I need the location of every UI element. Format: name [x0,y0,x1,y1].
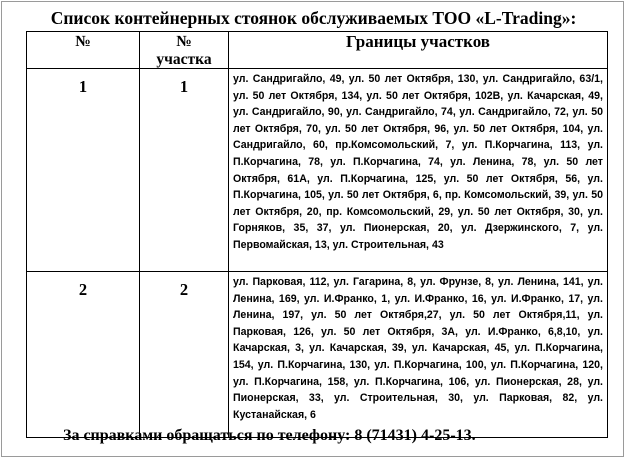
row-area-boundaries: ул. Сандригайло, 49, ул. 50 лет Октября, 130, ул. Сандригайло, 63/1, ул. 50 лет Октября, 134, ул. 50 лет Октября, 102В, ул. Качарская, 49, ул. Сандригайло, 90, ул. Сандригайло, 74, ул. Сандригайло, 72, ул. 50 лет Октября, 70, ул. 50 лет Октября, 96, ул. 50 лет Октября, 104, ул. Сандригайло, 60, пр.Комсомольский, 7, ул. П.Корчагина, 113, ул. П.Корчагина, 78, ул. П.Корчагина, 74, ул. Ленина, 78, ул. 50 лет Октября, 61А, ул. П.Корчагина, 125, ул. 50 лет Октября, 56, ул. П.Корчагина, 105, ул. 50 лет Октября, 6, пр. Комсомольский, 39, ул. 50 лет Октября, 20, пр. Комсомольский, 29, ул. 50 лет Октября, 30, ул. Горняков, 35, 37, ул. Пионерская, 20, ул. Дзержинского, 7, ул. Первомайская, 13, ул. Строительная, 43 [229,69,608,272]
table-row [27,69,608,272]
row-number: 1 [27,69,140,272]
table-header-row [27,32,608,69]
row-area-number: 2 [140,272,229,438]
table-row [27,272,608,438]
header-area-number-line1: № [176,33,192,50]
document-title: Список контейнерных стоянок обслуживаемых ТОО «L-Trading»: [50,8,577,28]
header-area-number-line2: участка [156,51,212,68]
header-area-number [140,32,229,69]
row-number: 2 [27,272,140,438]
header-number: № [27,32,140,69]
header-area-boundaries: Границы участков [229,32,608,69]
contact-footer: За справками обращаться по телефону: 8 (71431) 4-25-13. [63,427,476,444]
row-area-boundaries: ул. Парковая, 112, ул. Гагарина, 8, ул. Фрунзе, 8, ул. Ленина, 141, ул. Ленина, 169, ул. И.Франко, 1, ул. И.Франко, 16, ул. И.Франко, 17, ул. Ленина, 197, ул. 50 лет Октября,27, ул. 50 лет Октября,11, ул. Парковая, 126, ул. 50 лет Октября, 3А, ул. И.Франко, 6,8,10, ул. Качарская, 3, ул. Качарская, 39, ул. Качарская, 45, ул. П.Корчагина, 154, ул. П.Корчагина, 130, ул. П.Корчагина, 100, ул. П.Корчагина, 120, ул. П.Корчагина, 158, ул. П.Корчагина, 106, ул. Пионерская, 28, ул. Пионерская, 33, ул. Строительная, 30, ул. Парковая, 82, ул. Кустанайская, 6 [229,272,608,438]
container-sites-table [26,31,608,438]
row-area-number: 1 [140,69,229,272]
